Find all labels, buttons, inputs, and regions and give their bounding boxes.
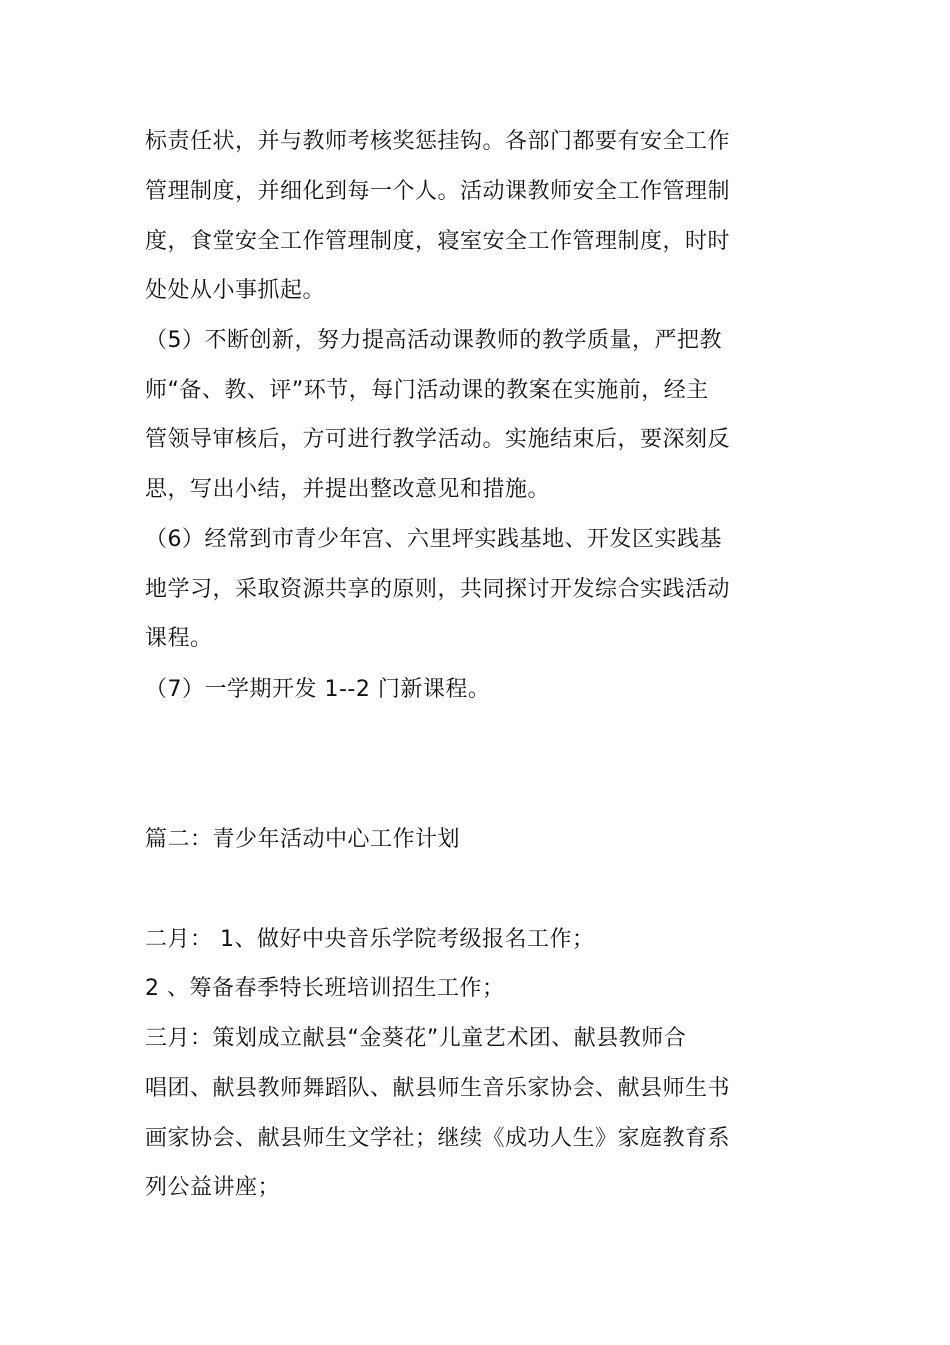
- section-heading: 篇二：青少年活动中心工作计划: [145, 827, 461, 852]
- paragraph-line: （7）一学期开发 1--2 门新课程。: [145, 677, 491, 702]
- paragraph-line: 地学习，采取资源共享的原则，共同探讨开发综合实践活动: [145, 577, 731, 602]
- paragraph-line: 2 、筹备春季特长班培训招生工作；: [145, 976, 505, 1001]
- paragraph-line: 处处从小事抓起。: [145, 278, 326, 303]
- paragraph-line: 二月： 1、做好中央音乐学院考级报名工作；: [145, 927, 595, 952]
- paragraph-line: 度，食堂安全工作管理制度，寝室安全工作管理制度，时时: [145, 229, 731, 254]
- paragraph-line: 列公益讲座；: [145, 1175, 281, 1200]
- paragraph-line: 画家协会、献县师生文学社；继续《成功人生》家庭教育系: [145, 1126, 731, 1151]
- paragraph-line: 思，写出小结，并提出整改意见和措施。: [145, 477, 551, 502]
- paragraph-line: 管领导审核后，方可进行教学活动。实施结束后，要深刻反: [145, 427, 731, 452]
- paragraph-line: 标责任状，并与教师考核奖惩挂钩。各部门都要有安全工作: [145, 129, 731, 154]
- paragraph-line: 三月：策划成立献县“金葵花”儿童艺术团、献县教师合: [145, 1026, 687, 1051]
- paragraph-line: 师“备、教、评”环节，每门活动课的教案在实施前，经主: [145, 378, 709, 403]
- paragraph-line: 管理制度，并细化到每一个人。活动课教师安全工作管理制: [145, 179, 731, 204]
- paragraph-line: 唱团、献县教师舞蹈队、献县师生音乐家协会、献县师生书: [145, 1076, 731, 1101]
- paragraph-line: 课程。: [145, 626, 213, 651]
- paragraph-line: （6）经常到市青少年宫、六里坪实践基地、开发区实践基: [145, 527, 722, 552]
- paragraph-line: （5）不断创新，努力提高活动课教师的教学质量，严把教: [145, 328, 722, 353]
